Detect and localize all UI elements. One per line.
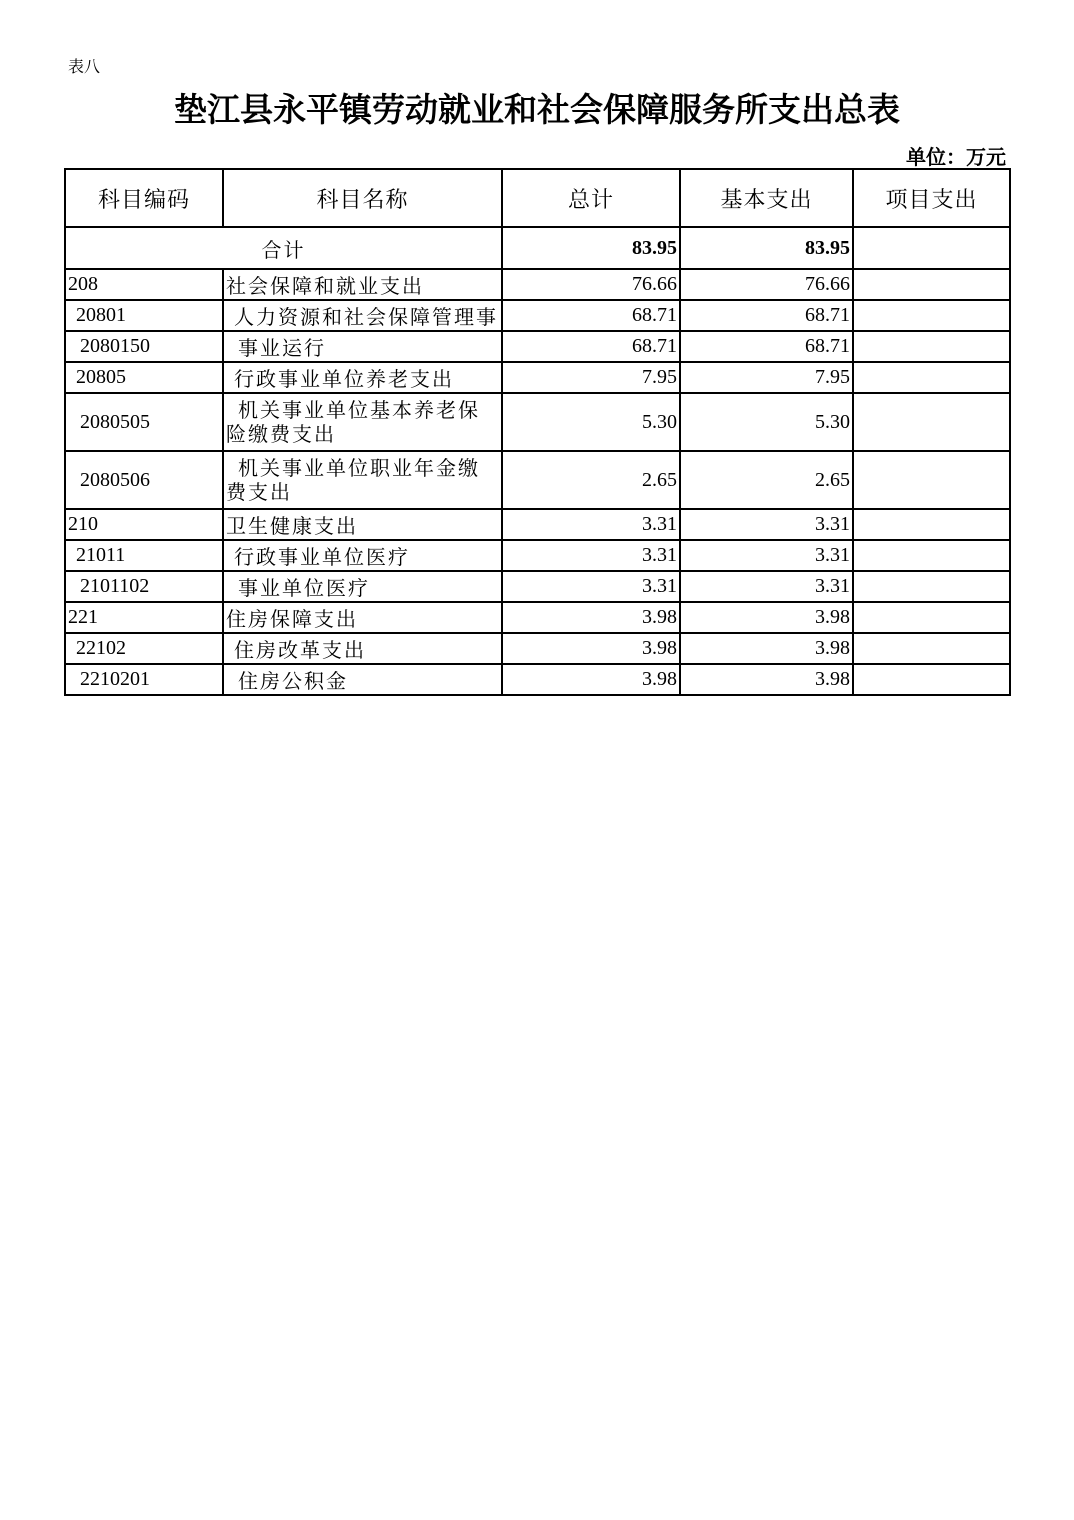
header-project: 项目支出 (853, 169, 1010, 227)
table-row (65, 664, 1010, 695)
row-name: 住房公积金 (223, 664, 502, 695)
table-row (65, 393, 1010, 451)
table-row (65, 451, 1010, 509)
header-name: 科目名称 (223, 169, 502, 227)
table-header-row (65, 169, 1010, 227)
row-basic: 3.31 (680, 509, 853, 540)
row-basic: 3.31 (680, 540, 853, 571)
row-basic: 3.98 (680, 633, 853, 664)
row-project (853, 509, 1010, 540)
row-total: 3.31 (502, 571, 680, 602)
total-basic: 83.95 (680, 227, 853, 269)
row-basic: 7.95 (680, 362, 853, 393)
row-basic: 2.65 (680, 451, 853, 509)
row-code: 20805 (65, 362, 223, 393)
row-code: 208 (65, 269, 223, 300)
page-title: 垫江县永平镇劳动就业和社会保障服务所支出总表 (174, 90, 900, 129)
table-row (65, 331, 1010, 362)
table-row (65, 571, 1010, 602)
row-project (853, 331, 1010, 362)
row-total: 3.98 (502, 602, 680, 633)
row-basic: 3.98 (680, 602, 853, 633)
row-project (853, 571, 1010, 602)
row-name: 社会保障和就业支出 (223, 269, 502, 300)
table-row (65, 300, 1010, 331)
row-code: 2080150 (65, 331, 223, 362)
row-name: 行政事业单位医疗 (223, 540, 502, 571)
row-total: 3.98 (502, 664, 680, 695)
header-basic: 基本支出 (680, 169, 853, 227)
row-total: 5.30 (502, 393, 680, 451)
row-total: 7.95 (502, 362, 680, 393)
row-name: 事业运行 (223, 331, 502, 362)
row-total: 3.31 (502, 540, 680, 571)
row-basic: 3.98 (680, 664, 853, 695)
row-name: 机关事业单位基本养老保险缴费支出 (223, 393, 502, 451)
row-basic: 3.31 (680, 571, 853, 602)
row-basic: 68.71 (680, 331, 853, 362)
row-project (853, 540, 1010, 571)
row-code: 2101102 (65, 571, 223, 602)
table-row (65, 509, 1010, 540)
row-code: 2210201 (65, 664, 223, 695)
table-row (65, 362, 1010, 393)
row-basic: 68.71 (680, 300, 853, 331)
row-project (853, 451, 1010, 509)
row-code: 210 (65, 509, 223, 540)
header-total: 总计 (502, 169, 680, 227)
row-name: 事业单位医疗 (223, 571, 502, 602)
row-name: 人力资源和社会保障管理事 (223, 300, 502, 331)
table-row (65, 602, 1010, 633)
row-name: 行政事业单位养老支出 (223, 362, 502, 393)
row-name: 住房保障支出 (223, 602, 502, 633)
row-project (853, 269, 1010, 300)
row-name: 住房改革支出 (223, 633, 502, 664)
row-total: 68.71 (502, 300, 680, 331)
row-project (853, 633, 1010, 664)
row-total: 3.98 (502, 633, 680, 664)
row-name: 卫生健康支出 (223, 509, 502, 540)
unit-label: 单位：万元 (906, 145, 1006, 169)
row-project (853, 602, 1010, 633)
total-total: 83.95 (502, 227, 680, 269)
row-code: 21011 (65, 540, 223, 571)
row-code: 221 (65, 602, 223, 633)
document-label: 表八 (68, 57, 101, 76)
table-row (65, 633, 1010, 664)
row-basic: 5.30 (680, 393, 853, 451)
row-code: 22102 (65, 633, 223, 664)
row-project (853, 362, 1010, 393)
row-project (853, 300, 1010, 331)
row-total: 68.71 (502, 331, 680, 362)
table-row (65, 540, 1010, 571)
row-basic: 76.66 (680, 269, 853, 300)
total-project (853, 227, 1010, 269)
row-code: 2080506 (65, 451, 223, 509)
header-code: 科目编码 (65, 169, 223, 227)
row-total: 2.65 (502, 451, 680, 509)
row-project (853, 664, 1010, 695)
row-code: 2080505 (65, 393, 223, 451)
total-label: 合计 (65, 227, 502, 269)
total-row (65, 227, 1010, 269)
row-total: 3.31 (502, 509, 680, 540)
table-row (65, 269, 1010, 300)
row-name: 机关事业单位职业年金缴费支出 (223, 451, 502, 509)
row-total: 76.66 (502, 269, 680, 300)
row-code: 20801 (65, 300, 223, 331)
row-project (853, 393, 1010, 451)
expenditure-table (64, 168, 1011, 696)
